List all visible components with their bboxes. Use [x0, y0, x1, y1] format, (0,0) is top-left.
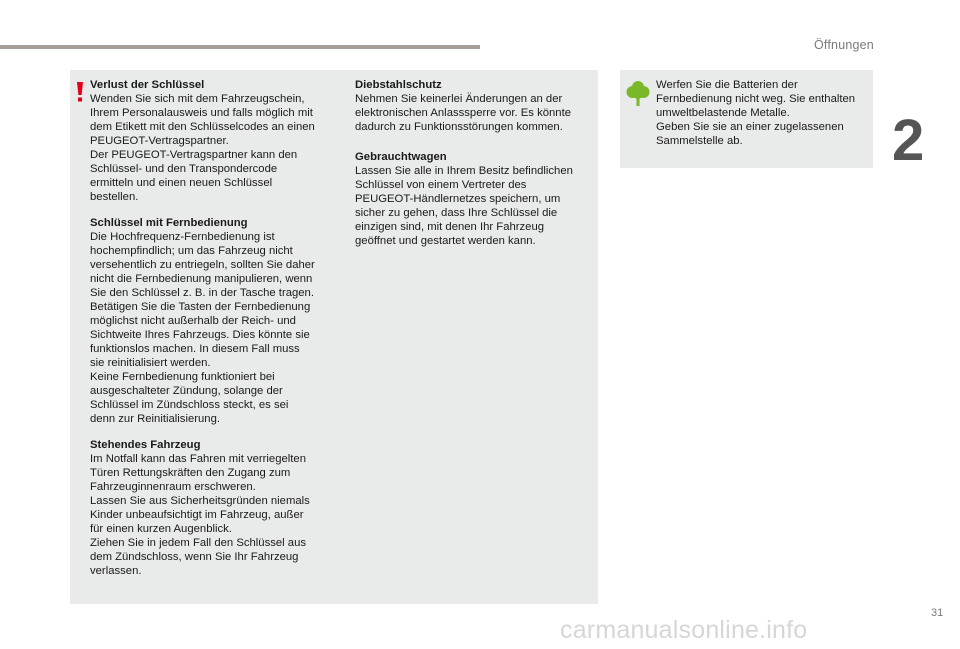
- block-body: Im Notfall kann das Fahren mit verriegelten Türen Rettungskräften den Zugang zum Fahrzeuginnenraum erschweren. Lassen Sie aus Sicherheitsgründen niemals Kinder unbeaufsichtigt im Fahrzeug, außer für einen kurzen Augenblick. Ziehen Sie in jedem Fall den Schlüssel aus dem Zündschloss, wenn Sie Ihr Fahrzeug verlassen.: [90, 453, 310, 577]
- green-leaf-icon: [626, 80, 650, 106]
- text-block-lost-keys: [90, 78, 338, 204]
- text-block-anti-theft: [355, 78, 595, 134]
- block-body: Lassen Sie alle in Ihrem Besitz befindlichen Schlüssel von einem Vertreter des PEUGEOT-Händlernetzes speichern, um sicher zu gehen, dass Ihre Schlüssel die einzigen sind, mit denen Ihr Fahrzeug geöffnet und gestartet werden kann.: [355, 165, 573, 247]
- text-block-remote-key: [90, 216, 338, 426]
- block-body: Die Hochfrequenz-Fernbedienung ist hochempfindlich; um das Fahrzeug nicht versehentlich zu entriegeln, sollten Sie daher nicht die Fernbedienung manipulieren, wenn Sie den Schlüssel z. B. in der Tasche tragen. Betätigen Sie die Tasten der Fernbedienung möglichst nicht außerhalb der Reich- und Sichtweite Ihres Fahrzeugs. Dies könnte sie funktionslos machen. In diesem Fall muss sie reinitialisiert werden. Keine Fernbedienung funktioniert bei ausgeschalteter Zündung, solange der Schlüssel im Zündschloss steckt, es sei denn zur Reinitialisierung.: [90, 231, 315, 425]
- block-heading: Stehendes Fahrzeug: [90, 439, 201, 451]
- warning-exclamation-icon: [75, 82, 85, 102]
- eco-note-text: [656, 78, 872, 148]
- page-number: 31: [931, 607, 944, 619]
- text-block-used-car: [355, 150, 595, 248]
- eco-note-body: Werfen Sie die Batterien der Fernbedienung nicht weg. Sie enthalten umweltbelastende Metalle. Geben Sie sie an einer zugelassenen Sammelstelle ab.: [656, 79, 856, 147]
- middle-text-column: [355, 78, 595, 260]
- block-heading: Diebstahlschutz: [355, 79, 442, 91]
- chapter-number: 2: [892, 108, 925, 173]
- block-heading: Verlust der Schlüssel: [90, 79, 205, 91]
- block-heading: Schlüssel mit Fernbedienung: [90, 217, 248, 229]
- text-block-stationary-vehicle: [90, 438, 338, 578]
- left-text-column: [90, 78, 338, 590]
- watermark: carmanualsonline.info: [560, 616, 808, 644]
- block-body: Wenden Sie sich mit dem Fahrzeugschein, Ihrem Personalausweis und falls möglich mit dem Etikett mit den Schlüsselcodes an einen PEUGEOT-Vertragspartner. Der PEUGEOT-Vertragspartner kann den Schlüssel- und den Transpondercode ermitteln und einen neuen Schlüssel bestellen.: [90, 93, 315, 203]
- header-bar: [0, 45, 480, 49]
- block-body: Nehmen Sie keinerlei Änderungen an der elektronischen Anlasssperre vor. Es könnte dadurch zu Funktionsstörungen kommen.: [355, 93, 572, 133]
- block-heading: Gebrauchtwagen: [355, 151, 447, 163]
- section-title: Öffnungen: [814, 38, 874, 52]
